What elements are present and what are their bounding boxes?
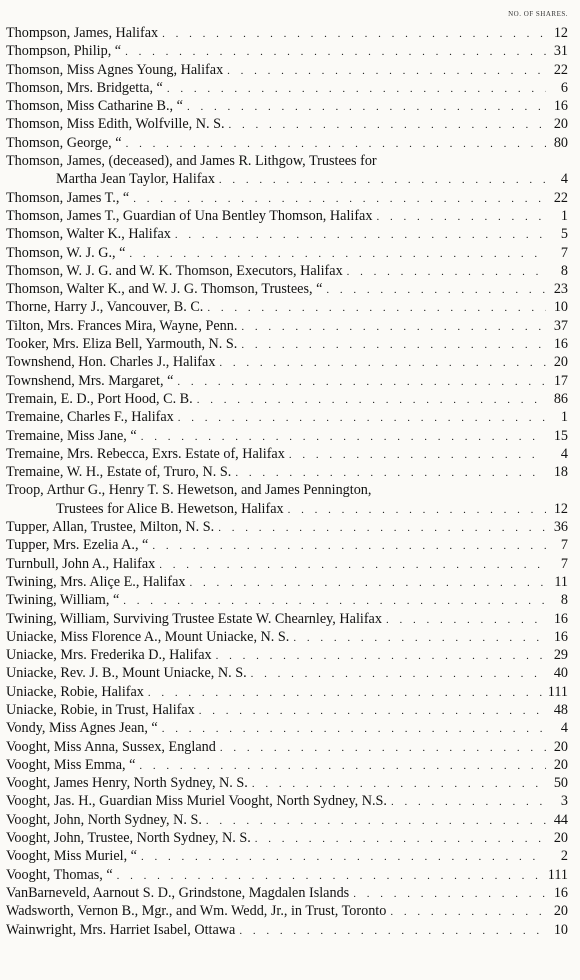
shareholder-row xyxy=(6,664,568,682)
shareholder-row xyxy=(6,427,568,445)
share-count: 20 xyxy=(553,756,568,773)
shareholder-row xyxy=(6,353,568,371)
shareholder-row xyxy=(6,683,568,701)
share-count: 48 xyxy=(553,701,568,718)
share-count: 6 xyxy=(560,79,568,96)
dot-leader xyxy=(162,25,546,42)
share-count: 11 xyxy=(554,573,568,590)
share-count: 111 xyxy=(547,683,568,700)
dot-leader xyxy=(326,281,546,298)
shareholder-row xyxy=(6,372,568,390)
shareholder-name: Vooght, John, Trustee, North Sydney, N. S. xyxy=(6,830,251,847)
dot-leader xyxy=(239,922,546,939)
share-count: 16 xyxy=(553,628,568,645)
share-count: 16 xyxy=(553,884,568,901)
shareholder-name: Vooght, John, North Sydney, N. S. xyxy=(6,811,202,828)
shareholder-name: Twining, William, Surviving Trustee Estate W. Chearnley, Halifax xyxy=(6,610,382,627)
shareholder-name: Vooght, Miss Emma, “ xyxy=(6,756,136,773)
dot-leader xyxy=(229,116,546,133)
share-count: 36 xyxy=(553,519,568,536)
shareholder-row xyxy=(6,298,568,316)
shareholder-name: Troop, Arthur G., Henry T. S. Hewetson, and James Pennington, xyxy=(6,482,372,499)
shareholder-row xyxy=(6,500,568,518)
shareholder-name: Twining, Mrs. Aliçe E., Halifax xyxy=(6,573,186,590)
dot-leader xyxy=(353,885,546,902)
dot-leader xyxy=(177,373,546,390)
shareholder-row xyxy=(6,536,568,554)
shareholder-name: Thomson, Walter K., and W. J. G. Thomson, Trustees, “ xyxy=(6,281,323,298)
dot-leader xyxy=(129,245,546,262)
share-count: 20 xyxy=(553,354,568,371)
shareholder-row xyxy=(6,774,568,792)
shareholder-name: Thomson, Mrs. Bridgetta, “ xyxy=(6,79,163,96)
shareholder-row xyxy=(6,24,568,42)
dot-leader xyxy=(159,556,546,573)
share-count: 80 xyxy=(553,134,568,151)
dot-leader xyxy=(126,135,546,152)
shareholder-name: Vondy, Miss Agnes Jean, “ xyxy=(6,720,158,737)
shareholder-row xyxy=(6,115,568,133)
shareholder-name: Uniacke, Robie, Halifax xyxy=(6,683,144,700)
share-count: 16 xyxy=(553,336,568,353)
shareholder-row xyxy=(6,390,568,408)
shareholder-name: Thomson, Walter K., Halifax xyxy=(6,226,171,243)
dot-leader xyxy=(218,519,546,536)
dot-leader xyxy=(241,336,546,353)
shareholder-row xyxy=(6,335,568,353)
share-count: 23 xyxy=(553,281,568,298)
dot-leader xyxy=(162,720,546,737)
shareholder-row xyxy=(6,280,568,298)
share-count: 111 xyxy=(547,866,568,883)
shareholder-name: Thomson, Miss Edith, Wolfville, N. S. xyxy=(6,116,225,133)
shareholder-name: Trustees for Alice B. Hewetson, Halifax xyxy=(56,500,284,517)
dot-leader xyxy=(220,739,546,756)
share-count: 8 xyxy=(560,592,568,609)
shareholder-row xyxy=(6,847,568,865)
share-count: 17 xyxy=(553,372,568,389)
dot-leader xyxy=(189,574,546,591)
shareholder-name: Thomson, George, “ xyxy=(6,134,122,151)
dot-leader xyxy=(133,190,546,207)
shareholder-name: Thomson, W. J. G., “ xyxy=(6,244,126,261)
shareholder-row xyxy=(6,61,568,79)
shareholder-name: Vooght, Miss Muriel, “ xyxy=(6,848,137,865)
shareholder-row xyxy=(6,481,568,499)
shareholder-name: Uniacke, Rev. J. B., Mount Uniacke, N. S. xyxy=(6,665,247,682)
dot-leader xyxy=(390,903,546,920)
share-count: 20 xyxy=(553,738,568,755)
dot-leader xyxy=(123,592,546,609)
shareholder-name: Uniacke, Miss Florence A., Mount Uniacke, N. S. xyxy=(6,628,290,645)
shareholder-name: Tremaine, W. H., Estate of, Truro, N. S. xyxy=(6,464,232,481)
shareholder-row xyxy=(6,317,568,335)
shareholder-row xyxy=(6,811,568,829)
shareholder-row xyxy=(6,792,568,810)
shareholder-name: Tupper, Mrs. Ezelia A., “ xyxy=(6,537,149,554)
shareholder-name: Wainwright, Mrs. Harriet Isabel, Ottawa xyxy=(6,921,236,938)
share-count: 12 xyxy=(553,500,568,517)
shareholder-name: Thomson, W. J. G. and W. K. Thomson, Executors, Halifax xyxy=(6,262,343,279)
dot-leader xyxy=(167,80,546,97)
shareholder-name: Uniacke, Robie, in Trust, Halifax xyxy=(6,701,195,718)
share-count: 40 xyxy=(553,665,568,682)
shareholder-row xyxy=(6,170,568,188)
dot-leader xyxy=(293,629,546,646)
share-count: 7 xyxy=(560,555,568,572)
shareholder-row xyxy=(6,262,568,280)
share-count: 20 xyxy=(553,830,568,847)
shareholder-name: Wadsworth, Vernon B., Mgr., and Wm. Wedd, Jr., in Trust, Toronto xyxy=(6,903,387,920)
share-count: 7 xyxy=(560,537,568,554)
shareholder-row xyxy=(6,189,568,207)
shareholder-name: VanBarneveld, Aarnout S. D., Grindstone, Magdalen Islands xyxy=(6,884,350,901)
shareholder-row xyxy=(6,628,568,646)
shareholder-row xyxy=(6,134,568,152)
shareholder-name: Townshend, Hon. Charles J., Halifax xyxy=(6,354,216,371)
shareholder-name: Thomson, James, (deceased), and James R. Lithgow, Trustees for xyxy=(6,153,377,170)
shareholder-name: Turnbull, John A., Halifax xyxy=(6,555,156,572)
dot-leader xyxy=(125,43,546,60)
shareholder-row xyxy=(6,719,568,737)
shareholder-row xyxy=(6,207,568,225)
dot-leader xyxy=(288,501,546,518)
dot-leader xyxy=(255,830,546,847)
share-count: 4 xyxy=(560,720,568,737)
shareholder-row xyxy=(6,921,568,939)
share-count: 1 xyxy=(560,207,568,224)
dot-leader xyxy=(376,208,546,225)
dot-leader xyxy=(347,263,546,280)
dot-leader xyxy=(178,409,546,426)
share-count: 37 xyxy=(553,317,568,334)
share-count: 20 xyxy=(553,903,568,920)
share-count: 50 xyxy=(553,775,568,792)
dot-leader xyxy=(141,848,546,865)
shareholder-name: Tupper, Allan, Trustee, Milton, N. S. xyxy=(6,519,215,536)
dot-leader xyxy=(207,299,546,316)
shareholder-row xyxy=(6,42,568,60)
shareholder-name: Thomson, Miss Agnes Young, Halifax xyxy=(6,61,224,78)
shareholder-name: Thompson, James, Halifax xyxy=(6,25,159,41)
dot-leader xyxy=(252,775,546,792)
dot-leader xyxy=(206,812,546,829)
dot-leader xyxy=(227,62,546,79)
shareholder-row xyxy=(6,738,568,756)
shareholder-name: Vooght, Thomas, “ xyxy=(6,866,113,883)
shareholder-row xyxy=(6,646,568,664)
shareholder-name: Vooght, James Henry, North Sydney, N. S. xyxy=(6,775,248,792)
shareholder-row xyxy=(6,79,568,97)
share-count: 86 xyxy=(553,390,568,407)
share-count: 4 xyxy=(560,171,568,188)
share-count: 5 xyxy=(560,226,568,243)
dot-leader xyxy=(117,867,544,884)
share-count: 7 xyxy=(560,244,568,261)
dot-leader xyxy=(197,391,546,408)
shareholder-name: Martha Jean Taylor, Halifax xyxy=(56,171,215,188)
dot-leader xyxy=(152,537,546,554)
dot-leader xyxy=(289,446,546,463)
shareholder-name: Townshend, Mrs. Margaret, “ xyxy=(6,372,174,389)
shareholder-name: Tremaine, Mrs. Rebecca, Exrs. Estate of, Halifax xyxy=(6,445,285,462)
dot-leader xyxy=(187,98,546,115)
dot-leader xyxy=(139,757,546,774)
share-count: 3 xyxy=(560,793,568,810)
shareholder-name: Tremaine, Charles F., Halifax xyxy=(6,409,174,426)
shareholder-name: Twining, William, “ xyxy=(6,592,120,609)
dot-leader xyxy=(391,793,546,810)
shareholder-name: Tooker, Mrs. Eliza Bell, Yarmouth, N. S. xyxy=(6,336,238,353)
share-count: 22 xyxy=(553,61,568,78)
shareholder-row xyxy=(6,610,568,628)
shareholder-name: Thomson, James T., Guardian of Una Bentley Thomson, Halifax xyxy=(6,207,373,224)
share-count: 12 xyxy=(553,25,568,41)
shareholder-name: Thomson, Miss Catharine B., “ xyxy=(6,98,183,115)
share-count: 16 xyxy=(553,98,568,115)
share-count: 44 xyxy=(553,811,568,828)
share-count: 16 xyxy=(553,610,568,627)
shareholder-row xyxy=(6,884,568,902)
shareholder-row xyxy=(6,463,568,481)
shareholder-name: Tremaine, Miss Jane, “ xyxy=(6,427,137,444)
shareholder-row xyxy=(6,225,568,243)
shareholder-row xyxy=(6,902,568,920)
share-count: 29 xyxy=(553,647,568,664)
shareholder-row xyxy=(6,152,568,170)
shareholder-name: Uniacke, Mrs. Frederika D., Halifax xyxy=(6,647,212,664)
share-count: 15 xyxy=(553,427,568,444)
dot-leader xyxy=(219,171,546,188)
shareholder-row xyxy=(6,756,568,774)
dot-leader xyxy=(175,226,546,243)
dot-leader xyxy=(148,684,544,701)
share-count: 18 xyxy=(553,464,568,481)
dot-leader xyxy=(199,702,546,719)
shareholder-name: Vooght, Miss Anna, Sussex, England xyxy=(6,738,216,755)
shareholder-row xyxy=(6,518,568,536)
shareholder-list xyxy=(6,24,568,939)
dot-leader xyxy=(241,318,546,335)
share-count: 22 xyxy=(553,189,568,206)
shareholder-name: Tilton, Mrs. Frances Mira, Wayne, Penn. xyxy=(6,317,238,334)
share-count: 20 xyxy=(553,116,568,133)
share-count: 1 xyxy=(560,409,568,426)
dot-leader xyxy=(251,665,546,682)
shareholder-row xyxy=(6,829,568,847)
share-count: 10 xyxy=(553,921,568,938)
shareholder-row xyxy=(6,591,568,609)
shareholder-name: Thorne, Harry J., Vancouver, B. C. xyxy=(6,299,204,316)
shareholder-row xyxy=(6,866,568,884)
shareholder-row xyxy=(6,244,568,262)
shareholder-row xyxy=(6,445,568,463)
shareholder-name: Tremain, E. D., Port Hood, C. B. xyxy=(6,390,193,407)
shareholder-row xyxy=(6,97,568,115)
shareholder-name: Thompson, Philip, “ xyxy=(6,43,122,60)
column-header-shares: NO. OF SHARES. xyxy=(508,10,568,18)
share-count: 31 xyxy=(553,43,568,60)
shareholder-name: Vooght, Jas. H., Guardian Miss Muriel Vooght, North Sydney, N.S. xyxy=(6,793,387,810)
dot-leader xyxy=(141,428,546,445)
dot-leader xyxy=(235,464,546,481)
share-count: 4 xyxy=(560,445,568,462)
shareholder-name: Thomson, James T., “ xyxy=(6,189,130,206)
dot-leader xyxy=(386,611,546,628)
shareholder-row xyxy=(6,555,568,573)
shareholder-row xyxy=(6,701,568,719)
shareholder-row xyxy=(6,408,568,426)
shareholder-row xyxy=(6,573,568,591)
dot-leader xyxy=(219,354,546,371)
dot-leader xyxy=(216,647,546,664)
share-count: 10 xyxy=(553,299,568,316)
share-count: 8 xyxy=(560,262,568,279)
share-count: 2 xyxy=(560,848,568,865)
